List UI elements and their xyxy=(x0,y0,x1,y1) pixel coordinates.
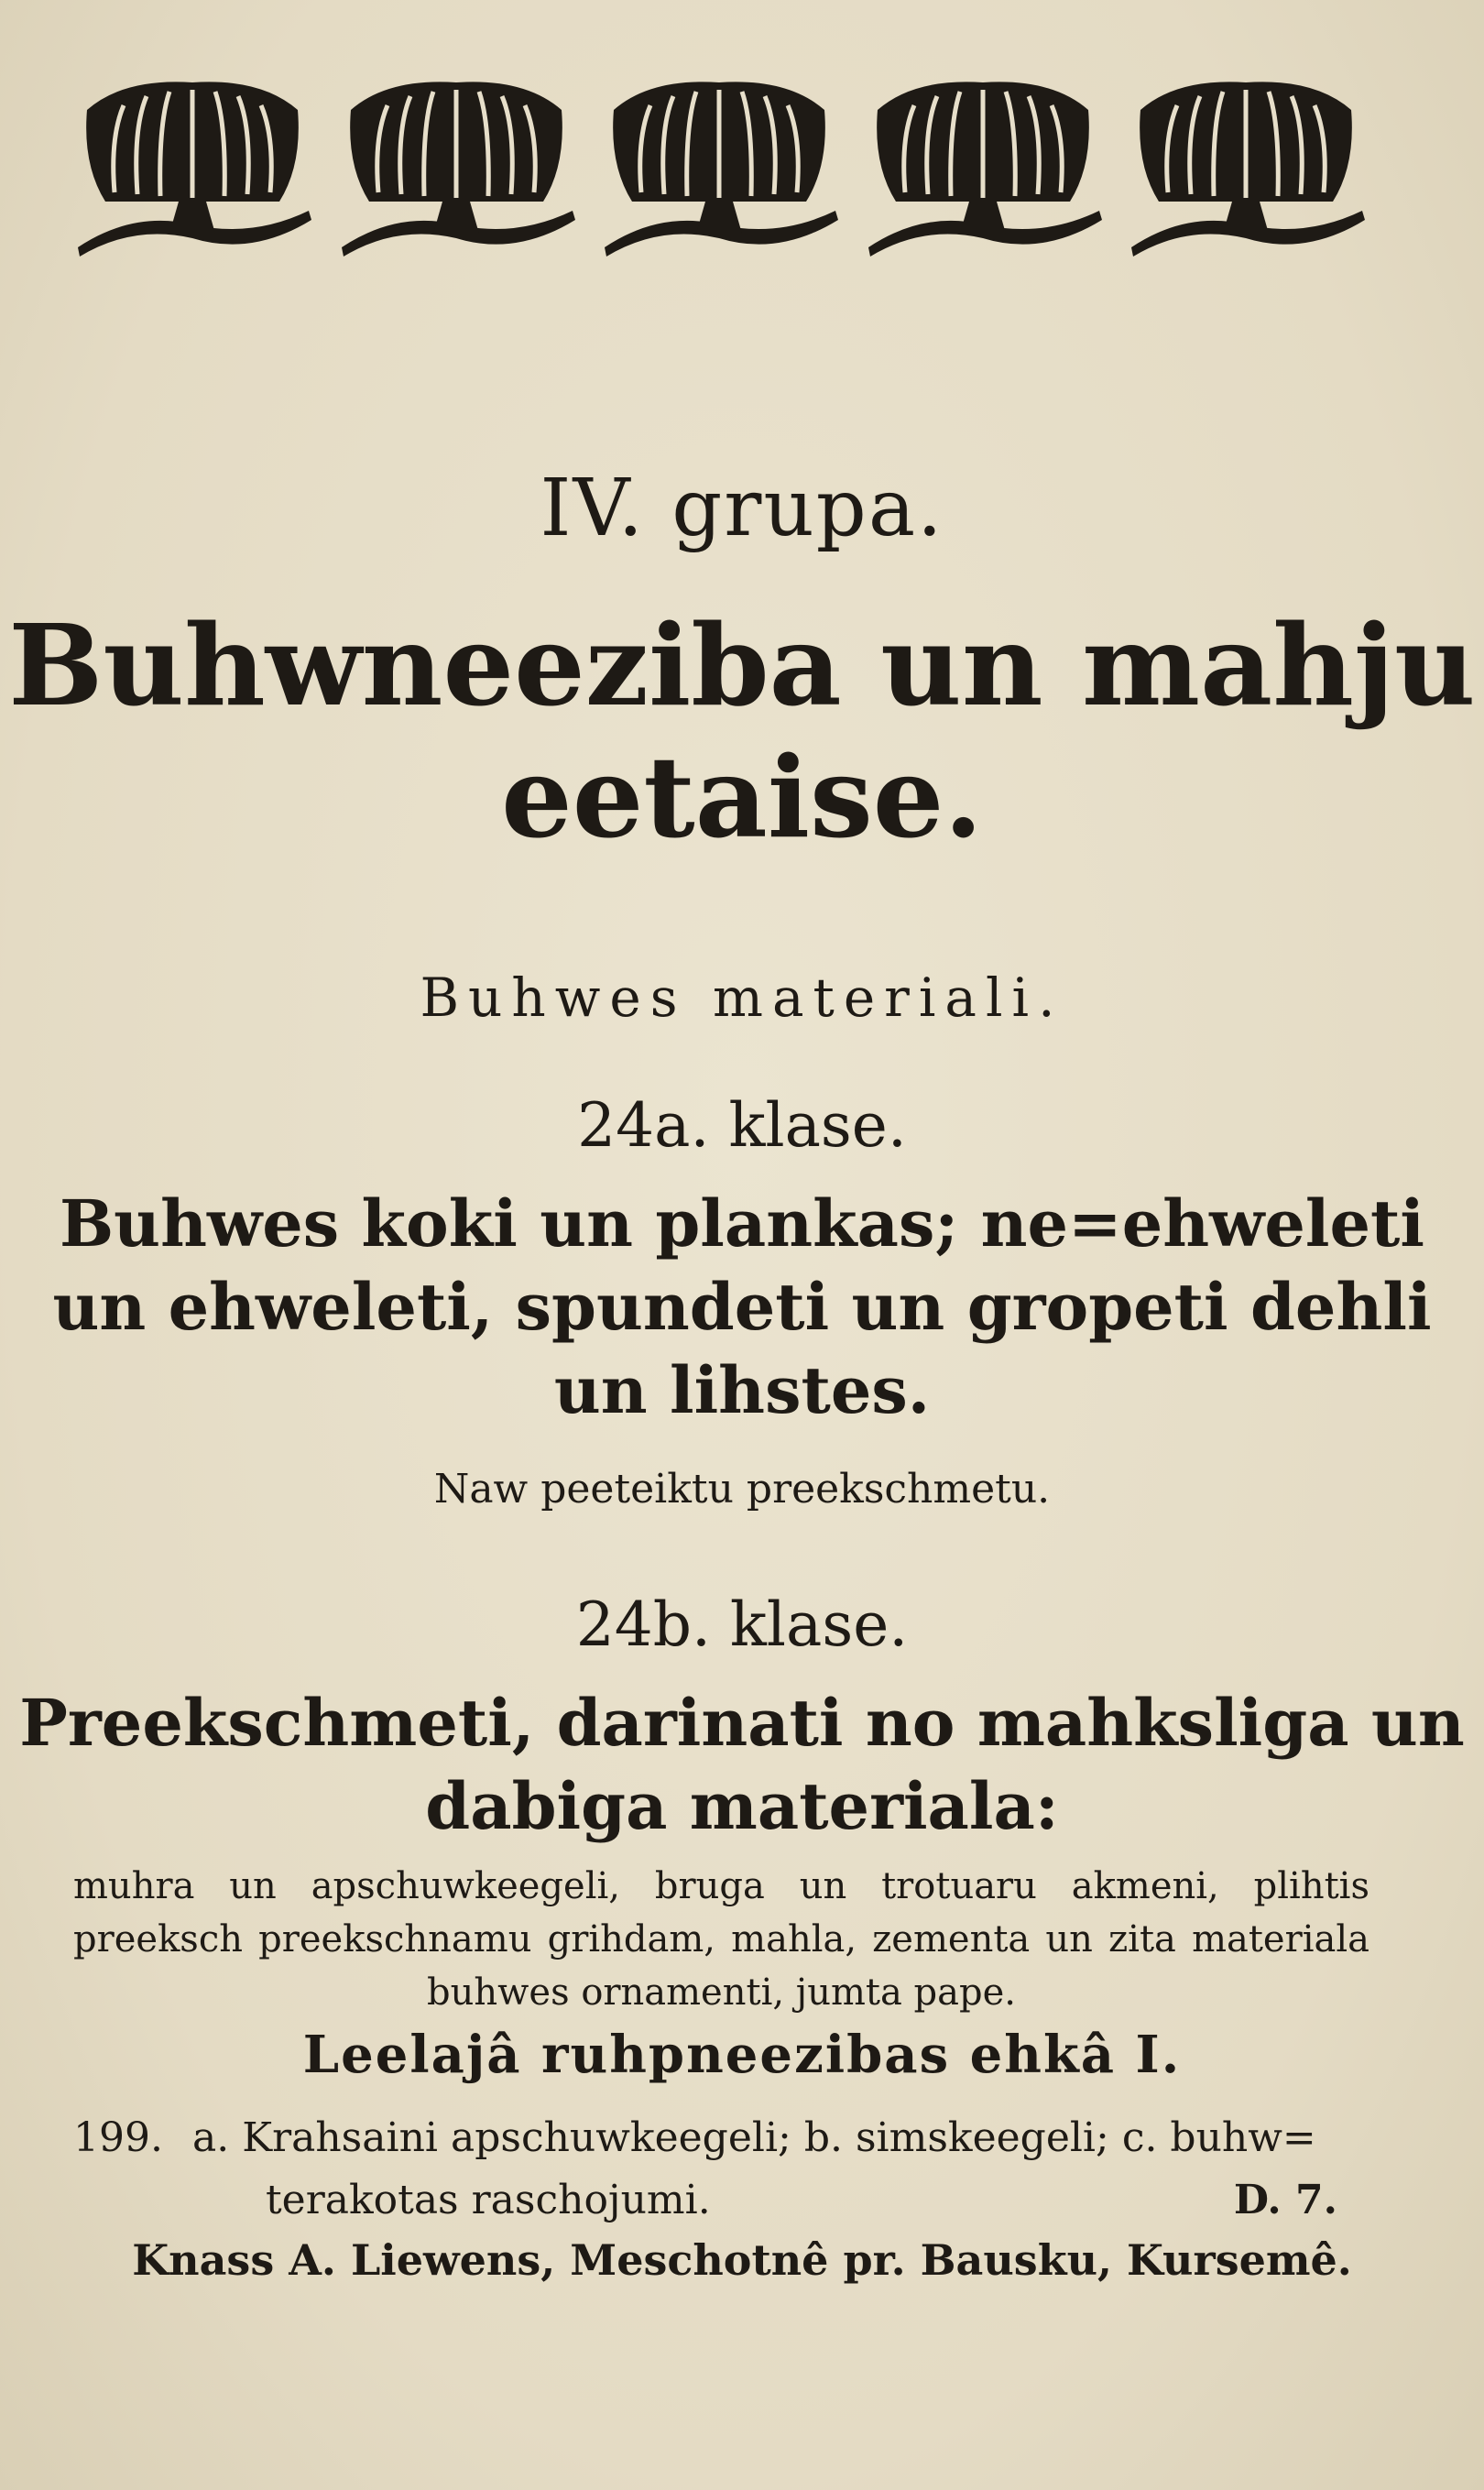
class-title-line: dabiga materiala: xyxy=(425,1768,1059,1844)
class-title-line: Buhwes koki un plankas; ne=ehweleti xyxy=(60,1185,1424,1261)
entry-text: terakotas raschojumi. xyxy=(266,2177,711,2224)
class-24a-label: 24a. klase. xyxy=(577,1090,907,1161)
class-24a-note: Naw peeteiktu preekschmetu. xyxy=(433,1466,1051,1513)
main-title-line: Buhwneeziba un mahju xyxy=(8,599,1476,731)
exhibition-hall-heading: Leelajâ ruhpneezibas ehkâ I. xyxy=(302,2025,1182,2085)
main-title xyxy=(0,600,1484,864)
lotus-ornament-icon xyxy=(333,73,580,266)
lotus-ornament-icon xyxy=(1122,73,1369,266)
entry-line xyxy=(73,2169,1374,2232)
class-24b-title xyxy=(0,1681,1484,1848)
entry-number: 199. xyxy=(73,2114,163,2161)
class-24b-label: 24b. klase. xyxy=(575,1589,909,1660)
section-heading: Buhwes materiali. xyxy=(420,967,1064,1029)
ornament-header xyxy=(69,73,1369,275)
lotus-ornament-icon xyxy=(859,73,1107,266)
main-title-line: eetaise. xyxy=(501,730,983,863)
lotus-ornament-icon xyxy=(595,73,843,266)
class-title-line: un ehweleti, spundeti un gropeti dehli xyxy=(52,1269,1432,1345)
entry-line xyxy=(73,2107,1374,2169)
class-24a-title xyxy=(0,1182,1484,1432)
entry-location-code: D. 7. xyxy=(1233,2177,1337,2224)
group-title: IV. grupa. xyxy=(540,463,944,554)
catalog-entry xyxy=(73,2107,1374,2232)
lotus-ornament-icon xyxy=(69,73,316,266)
exhibitor-name: Knass A. Liewens, Meschotnê pr. Bausku, Kursemê. xyxy=(132,2235,1352,2285)
entry-text: a. Krahsaini apschuwkeegeli; b. simskeegeli; c. buhw= xyxy=(192,2114,1316,2161)
class-title-line: un lihstes. xyxy=(553,1352,931,1428)
class-title-line: Preekschmeti, darinati no mahksliga un xyxy=(19,1685,1465,1761)
class-24b-description: muhra un apschuwkeegeli, bruga un trotuaru akmeni, plihtis preeksch preekschnamu grihdam, mahla, zementa un zita materiala buhwes ornamenti, jumta pape. xyxy=(73,1865,1369,2014)
